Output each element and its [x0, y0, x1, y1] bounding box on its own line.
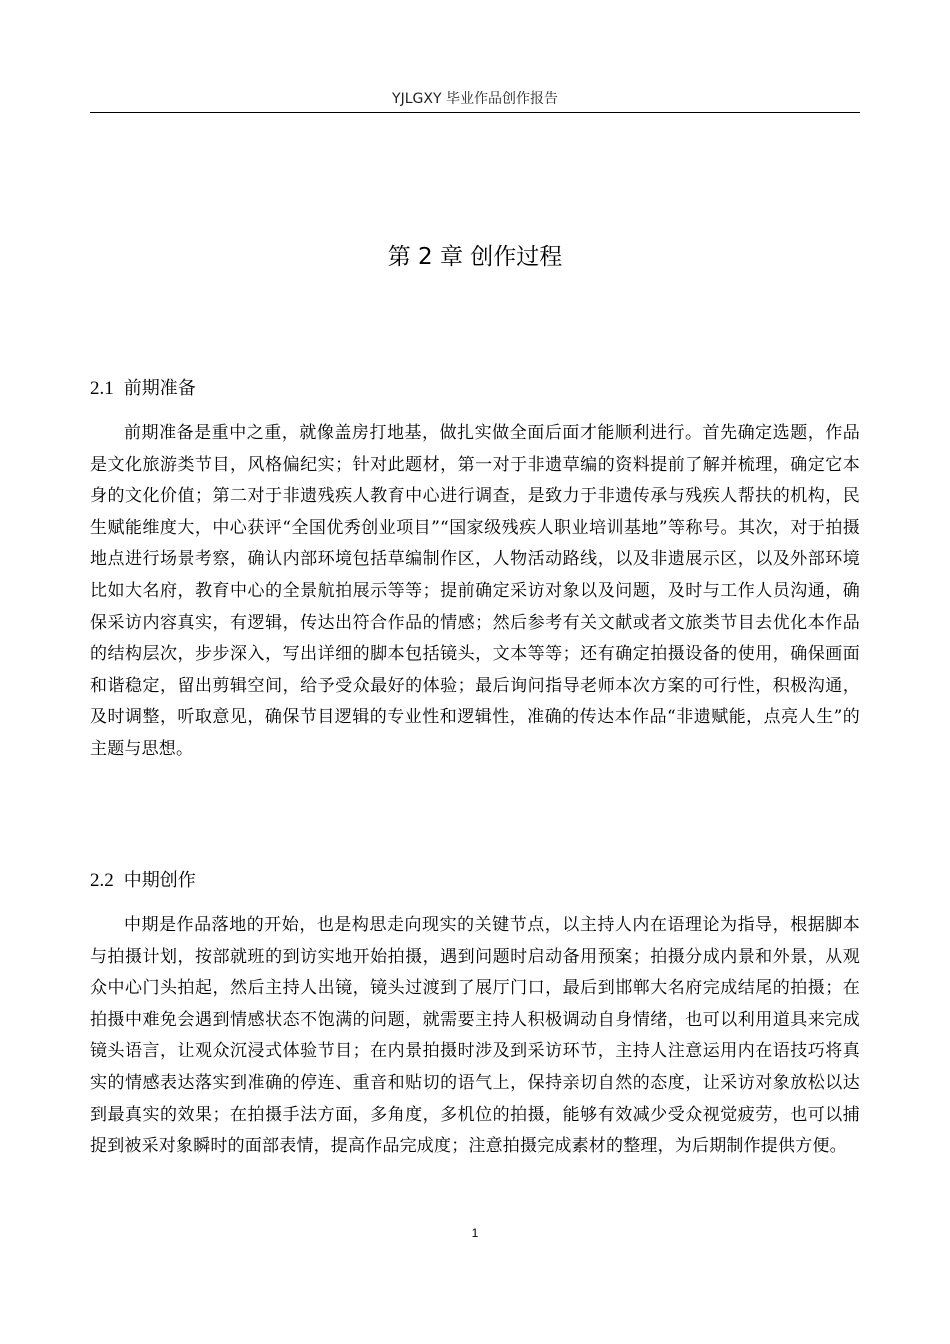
chapter-title: 第 2 章 创作过程 [387, 244, 563, 270]
page-number: 1 [471, 1226, 479, 1240]
section-paragraph-2-1: 前期准备是重中之重，就像盖房打地基，做扎实做全面后面才能顺利进行。首先确定选题，作品是文化旅游类节目，风格偏纪实；针对此题材，第一对于非遗草编的资料提前了解并梳理，确定它本身的文化价值；第二对于非遗残疾人教育中心进行调查，是致力于非遗传承与残疾人帮扶的机构，民生赋能维度大，中心获评“全国优秀创业项目”“国家级残疾人职业培训基地”等称号。其次，对于拍摄地点进行场景考察，确认内部环境包括草编制作区，人物活动路线，以及非遗展示区，以及外部环境比如大名府，教育中心的全景航拍展示等等；提前确定采访对象以及问题，及时与工作人员沟通，确保采访内容真实，有逻辑，传达出符合作品的情感；然后参考有关文献或者文旅类节目去优化本作品的结构层次，步步深入，写出详细的脚本包括镜头，文本等等；还有确定拍摄设备的使用，确保画面和谐稳定，留出剪辑空间，给予受众最好的体验；最后询问指导老师本次方案的可行性，积极沟通，及时调整，听取意见，确保节目逻辑的专业性和逻辑性，准确的传达本作品“非遗赋能，点亮人生”的主题与思想。 [90, 423, 860, 759]
section-title: 前期准备 [123, 378, 196, 399]
section-title: 中期创作 [123, 870, 196, 891]
section-heading-2-2 [90, 867, 860, 895]
page-header: YJLGXY 毕业作品创作报告 [392, 91, 558, 107]
section-heading-2-1 [90, 375, 860, 403]
header-divider [90, 112, 860, 113]
section-paragraph-2-2: 中期是作品落地的开始，也是构思走向现实的关键节点，以主持人内在语理论为指导，根据脚本与拍摄计划，按部就班的到访实地开始拍摄，遇到问题时启动备用预案；拍摄分成内景和外景，从观众中心门头拍起，然后主持人出镜，镜头过渡到了展厅门口，最后到邯郸大名府完成结尾的拍摄；在拍摄中难免会遇到情感状态不饱满的问题，就需要主持人积极调动自身情绪，也可以利用道具来完成镜头语言，让观众沉浸式体验节目；在内景拍摄时涉及到采访环节，主持人注意运用内在语技巧将真实的情感表达落实到准确的停连、重音和贴切的语气上，保持亲切自然的态度，让采访对象放松以达到最真实的效果；在拍摄手法方面，多角度，多机位的拍摄，能够有效减少受众视觉疲劳，也可以捕捉到被采对象瞬时的面部表情，提高作品完成度；注意拍摄完成素材的整理，为后期制作提供方便。 [90, 915, 860, 1157]
section-number: 2.1 [90, 378, 114, 399]
section-number: 2.2 [90, 870, 114, 891]
